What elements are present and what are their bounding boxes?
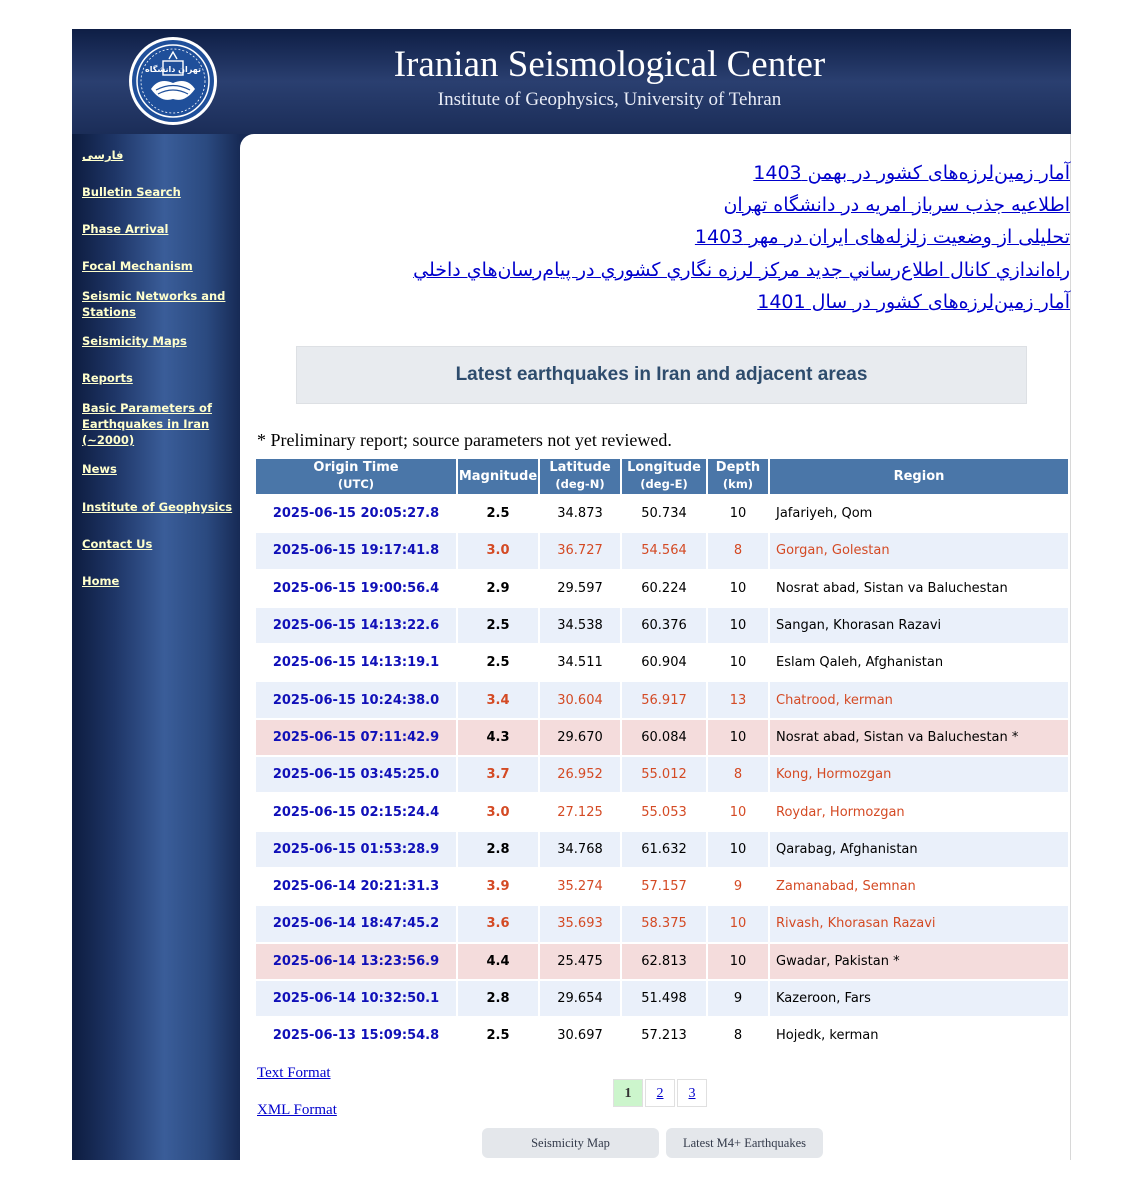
xml-format-link[interactable]: XML Format [257,1102,337,1118]
cell-longitude: 58.375 [622,906,706,941]
cell-longitude: 60.376 [622,608,706,643]
cell-origin-time[interactable]: 2025-06-15 03:45:25.0 [256,757,456,792]
page [72,29,1071,1160]
cell-latitude: 34.768 [540,832,620,867]
cell-magnitude: 3.4 [458,682,538,717]
cell-magnitude: 3.0 [458,794,538,829]
cell-magnitude: 2.8 [458,832,538,867]
cell-magnitude: 2.9 [458,571,538,606]
cell-magnitude: 2.5 [458,1018,538,1053]
header-unit: (UTC) [337,477,375,491]
cell-depth: 8 [708,533,768,568]
cell-depth: 9 [708,981,768,1016]
table-row[interactable] [256,1018,1068,1053]
table-row[interactable] [256,571,1068,606]
cell-depth: 8 [708,1018,768,1053]
column-header-magnitude[interactable] [458,459,538,494]
announcement-link[interactable]: تحلیلی از وضعیت زلزله‌های ایران در مهر 1403 [694,226,1070,248]
pagination [613,1079,709,1107]
header-unit: (deg-E) [640,477,688,491]
table-row[interactable] [256,906,1068,941]
cell-depth: 9 [708,869,768,904]
seismicity-map-button[interactable]: Seismicity Map [482,1128,659,1158]
column-header-region[interactable] [770,459,1068,494]
site-title: Iranian Seismological Center [393,44,826,85]
table-row[interactable] [256,832,1068,867]
sidebar-item-home[interactable]: Home [82,574,120,588]
cell-longitude: 55.012 [622,757,706,792]
cell-origin-time[interactable]: 2025-06-15 19:17:41.8 [256,533,456,568]
table-row[interactable] [256,981,1068,1016]
cell-depth: 13 [708,682,768,717]
table-header-row [256,459,1068,494]
cell-magnitude: 3.6 [458,906,538,941]
cell-magnitude: 4.3 [458,720,538,755]
cell-region: Zamanabad, Semnan [770,869,1068,904]
column-header-origin-time[interactable] [256,459,456,494]
cell-region: Hojedk, kerman [770,1018,1068,1053]
cell-longitude: 57.213 [622,1018,706,1053]
header-label: Origin Time [313,460,399,475]
sidebar-item-contact-us[interactable]: Contact Us [82,537,153,551]
cell-longitude: 56.917 [622,682,706,717]
sidebar-item-seismicity-maps[interactable]: Seismicity Maps [82,334,187,348]
table-row[interactable] [256,944,1068,979]
table-row[interactable] [256,720,1068,755]
cell-latitude: 36.727 [540,533,620,568]
table-row[interactable] [256,869,1068,904]
cell-latitude: 29.670 [540,720,620,755]
header-label: Longitude [627,460,701,475]
cell-region: Kazeroon, Fars [770,981,1068,1016]
cell-origin-time[interactable]: 2025-06-14 18:47:45.2 [256,906,456,941]
logo-text: تهران دانشگاه [145,65,201,74]
sidebar-item-institute-of-geophysics[interactable]: Institute of Geophysics [82,500,233,514]
cell-depth: 10 [708,906,768,941]
cell-depth: 10 [708,645,768,680]
page-2-button[interactable]: 2 [645,1079,675,1107]
cell-region: Gorgan, Golestan [770,533,1068,568]
table-row[interactable] [256,496,1068,531]
cell-depth: 10 [708,794,768,829]
cell-region: Sangan, Khorasan Razavi [770,608,1068,643]
main-content [254,134,1071,1160]
cell-latitude: 34.511 [540,645,620,680]
cell-origin-time[interactable]: 2025-06-15 14:13:22.6 [256,608,456,643]
preliminary-note: * Preliminary report; source parameters not yet reviewed. [257,430,672,450]
earthquake-table [254,457,1070,1055]
sidebar-item-basic-parameters[interactable]: Basic Parameters of Earthquakes in Iran (~2000) [82,401,212,447]
sidebar-item-phase-arrival[interactable]: Phase Arrival [82,222,169,236]
cell-longitude: 62.813 [622,944,706,979]
cell-origin-time[interactable]: 2025-06-15 20:05:27.8 [256,496,456,531]
cell-origin-time[interactable]: 2025-06-15 02:15:24.4 [256,794,456,829]
header-label: Depth [715,460,761,475]
cell-depth: 10 [708,496,768,531]
sidebar-item-reports[interactable]: Reports [82,371,133,385]
site-header [72,29,1071,134]
latest-earthquakes-heading: Latest earthquakes in Iran and adjacent areas [296,346,1027,404]
cell-latitude: 26.952 [540,757,620,792]
cell-magnitude: 3.9 [458,869,538,904]
cell-region: Kong, Hormozgan [770,757,1068,792]
cell-longitude: 61.632 [622,832,706,867]
cell-magnitude: 2.5 [458,496,538,531]
cell-latitude: 34.538 [540,608,620,643]
sidebar-item-bulletin-search[interactable]: Bulletin Search [82,185,181,199]
announcement-link[interactable]: آمار زمین‌لرزه‌های کشور در سال 1401 [757,291,1070,313]
table-row[interactable] [256,533,1068,568]
header-unit: (deg-N) [555,477,605,491]
latest-m4-earthquakes-button[interactable]: Latest M4+ Earthquakes [666,1128,823,1158]
announcement-link[interactable]: اطلاعیه جذب سرباز امریه در دانشگاه تهران [723,194,1070,216]
cell-origin-time[interactable]: 2025-06-15 10:24:38.0 [256,682,456,717]
cell-latitude: 35.274 [540,869,620,904]
sidebar-item-seismic-networks[interactable]: Seismic Networks and Stations [82,289,226,319]
table-row[interactable] [256,682,1068,717]
cell-longitude: 57.157 [622,869,706,904]
page-1-button[interactable]: 1 [613,1079,643,1107]
column-header-depth[interactable] [708,459,768,494]
cell-region: Rivash, Khorasan Razavi [770,906,1068,941]
earthquake-table-body [256,496,1068,1053]
page-3-button[interactable]: 3 [677,1079,707,1107]
table-row[interactable] [256,645,1068,680]
cell-region: Roydar, Hormozgan [770,794,1068,829]
announcement-link[interactable]: آمار زمین‌لرزه‌های کشور در بهمن 1403 [753,162,1070,184]
cell-magnitude: 2.8 [458,981,538,1016]
cell-longitude: 51.498 [622,981,706,1016]
cell-region: Eslam Qaleh, Afghanistan [770,645,1068,680]
column-header-longitude[interactable] [622,459,706,494]
header-label: Latitude [549,460,611,475]
cell-origin-time[interactable]: 2025-06-15 07:11:42.9 [256,720,456,755]
cell-longitude: 50.734 [622,496,706,531]
cell-origin-time[interactable]: 2025-06-14 13:23:56.9 [256,944,456,979]
cell-latitude: 30.697 [540,1018,620,1053]
cell-magnitude: 4.4 [458,944,538,979]
cell-magnitude: 2.5 [458,608,538,643]
cell-longitude: 55.053 [622,794,706,829]
header-label: Region [893,468,945,484]
cell-depth: 10 [708,832,768,867]
cell-region: Nosrat abad, Sistan va Baluchestan * [770,720,1068,755]
sidebar-item-news[interactable]: News [82,462,117,476]
sidebar-corner [240,134,254,148]
cell-depth: 10 [708,944,768,979]
table-row[interactable] [256,757,1068,792]
cell-latitude: 27.125 [540,794,620,829]
cell-origin-time[interactable]: 2025-06-15 14:13:19.1 [256,645,456,680]
header-unit: (km) [722,477,754,491]
header-label: Magnitude [458,468,538,484]
table-row[interactable] [256,794,1068,829]
cell-longitude: 60.084 [622,720,706,755]
cell-depth: 10 [708,720,768,755]
cell-longitude: 54.564 [622,533,706,568]
table-row[interactable] [256,608,1068,643]
cell-origin-time[interactable]: 2025-06-13 15:09:54.8 [256,1018,456,1053]
sidebar-item-focal-mechanism[interactable]: Focal Mechanism [82,259,193,273]
cell-origin-time[interactable]: 2025-06-15 19:00:56.4 [256,571,456,606]
cell-origin-time[interactable]: 2025-06-14 20:21:31.3 [256,869,456,904]
sidebar-nav [72,134,240,1160]
cell-latitude: 25.475 [540,944,620,979]
cell-latitude: 34.873 [540,496,620,531]
announcement-link[interactable]: راه‌اندازي کانال اطلاع‌رساني جديد مرکز لرزه نگاري کشوري در پيام‌رسان‌هاي داخلي [413,259,1070,281]
cell-region: Qarabag, Afghanistan [770,832,1068,867]
cell-region: Jafariyeh, Qom [770,496,1068,531]
column-header-latitude[interactable] [540,459,620,494]
cell-region: Nosrat abad, Sistan va Baluchestan [770,571,1068,606]
cell-magnitude: 3.7 [458,757,538,792]
cell-region: Chatrood, kerman [770,682,1068,717]
cell-depth: 10 [708,571,768,606]
cell-region: Gwadar, Pakistan * [770,944,1068,979]
cell-longitude: 60.904 [622,645,706,680]
cell-latitude: 29.654 [540,981,620,1016]
cell-longitude: 60.224 [622,571,706,606]
cell-latitude: 35.693 [540,906,620,941]
cell-magnitude: 2.5 [458,645,538,680]
cell-magnitude: 3.0 [458,533,538,568]
cell-latitude: 29.597 [540,571,620,606]
cell-origin-time[interactable]: 2025-06-14 10:32:50.1 [256,981,456,1016]
text-format-link[interactable]: Text Format [257,1065,331,1081]
site-subtitle: Institute of Geophysics, University of Tehran [437,89,782,110]
sidebar-item-persian[interactable]: فارسی [82,148,124,162]
cell-origin-time[interactable]: 2025-06-15 01:53:28.9 [256,832,456,867]
cell-latitude: 30.604 [540,682,620,717]
cell-depth: 8 [708,757,768,792]
cell-depth: 10 [708,608,768,643]
